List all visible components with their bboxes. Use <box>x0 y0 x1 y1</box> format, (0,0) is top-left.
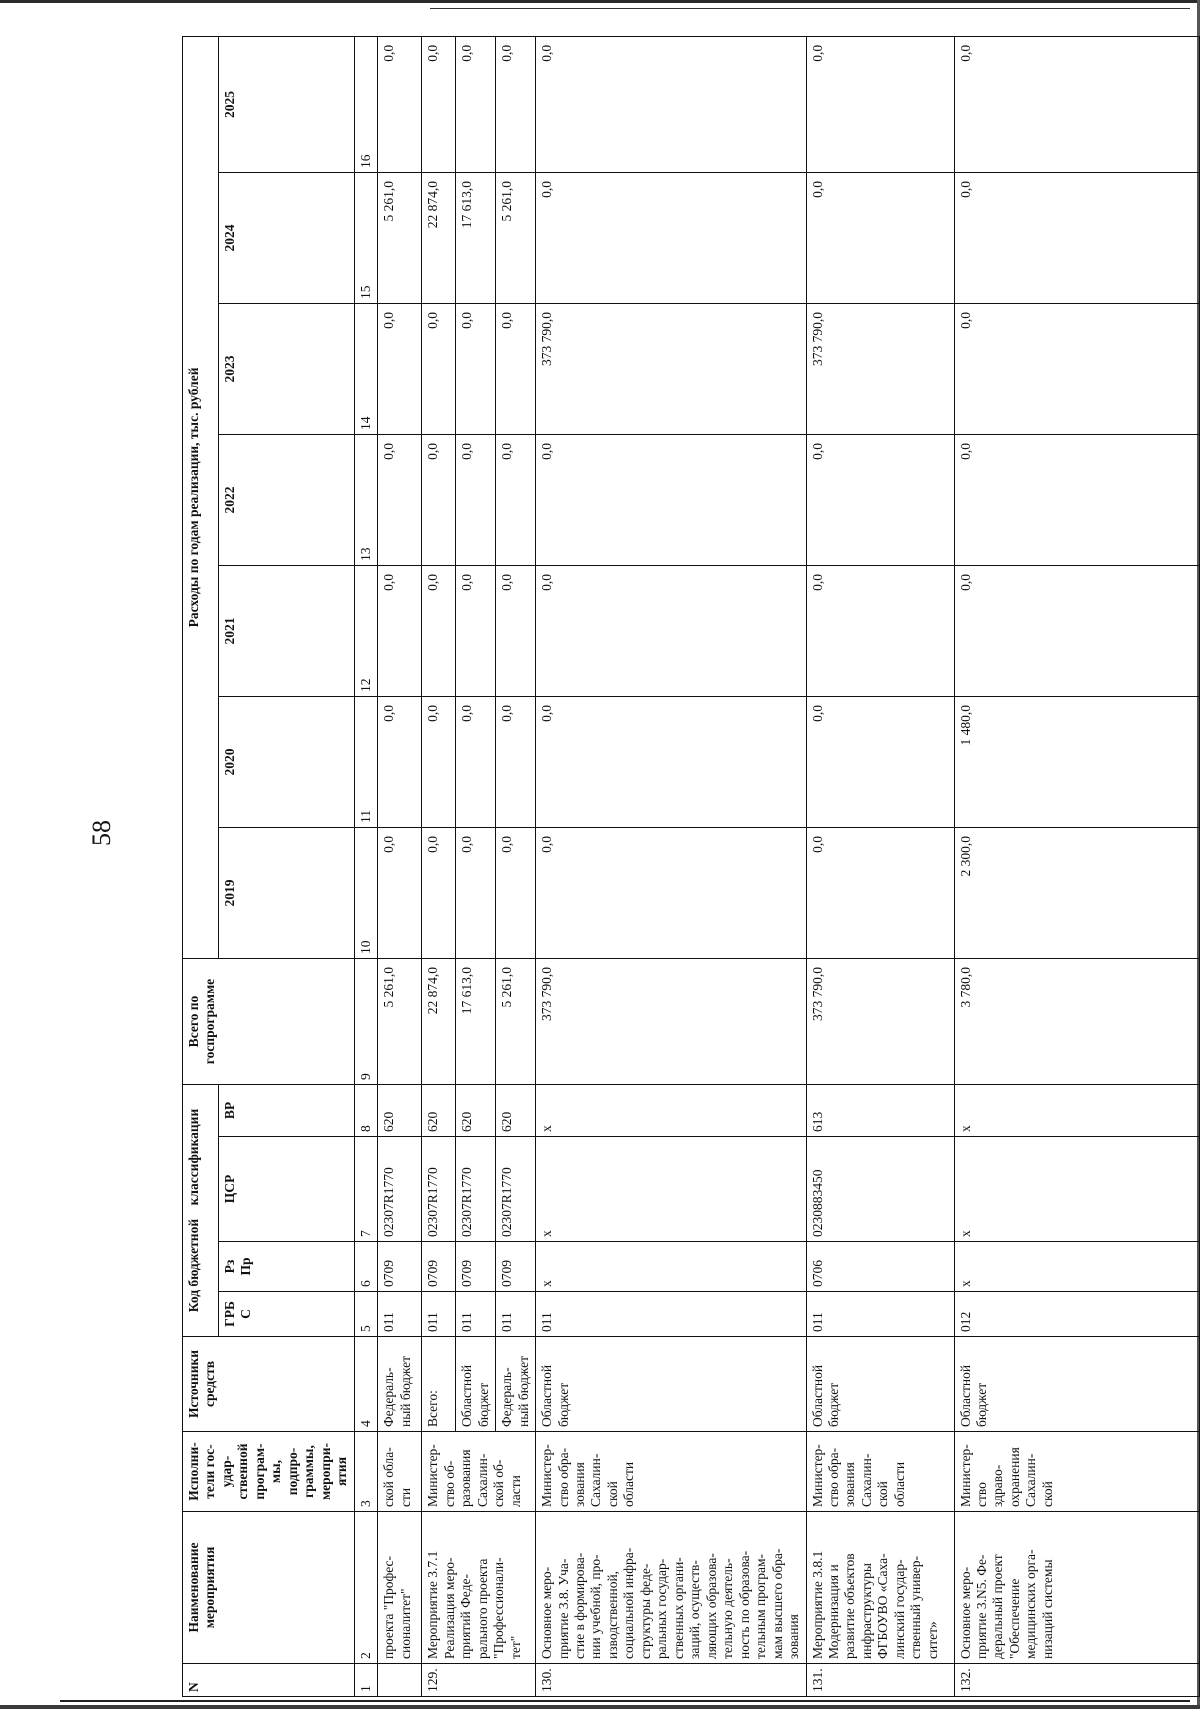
column-number: 11 <box>354 697 377 828</box>
row-executor-line: Министер- <box>539 1444 555 1507</box>
row-executor-line: области <box>891 1461 907 1507</box>
header-rzpr-line: Пр <box>237 1257 253 1276</box>
row-vr: 620 <box>456 1085 496 1137</box>
row-grbs: 011 <box>378 1292 422 1337</box>
row-name-line: ФГБОУВО «Саха- <box>875 1553 891 1659</box>
column-number: 9 <box>354 959 377 1085</box>
row-executor <box>422 1432 536 1512</box>
row-source <box>536 1337 807 1432</box>
row-total: 5 261,0 <box>378 959 422 1085</box>
row-y2022: 0,0 <box>806 435 954 566</box>
row-name-line: проекта "Профес- <box>381 1555 397 1659</box>
row-source <box>806 1337 954 1432</box>
row-source <box>496 1337 536 1432</box>
header-name: Наименование мероприятия <box>183 1512 355 1664</box>
row-total: 373 790,0 <box>536 959 807 1085</box>
row-vr: 613 <box>806 1085 954 1137</box>
row-name-line: нии учебной, про- <box>588 1554 604 1659</box>
row-name-line: ляющих образова- <box>703 1553 719 1659</box>
row-y2020: 0,0 <box>378 697 422 828</box>
header-executors-line: мы, <box>268 1459 284 1484</box>
row-executor-line: Министер- <box>957 1444 973 1507</box>
row-y2019: 2 300,0 <box>954 828 1200 959</box>
row-source-line: Областной <box>809 1364 825 1427</box>
scan-rule-bottom <box>60 1700 1190 1702</box>
header-total-line: Всего по <box>186 995 201 1048</box>
row-name <box>954 1512 1200 1664</box>
row-executor-line: Сахалин- <box>858 1453 874 1507</box>
header-executors-line: подпро- <box>284 1447 300 1496</box>
header-executors-line: меропри- <box>317 1443 333 1501</box>
header-budget-code: Код бюджетной классификации <box>183 1085 219 1337</box>
row-name-line: рального проекта <box>474 1558 490 1659</box>
row-y2025: 0,0 <box>378 36 422 172</box>
column-number: 2 <box>354 1512 377 1664</box>
row-executor-line: ской <box>875 1481 891 1507</box>
row-y2024: 22 874,0 <box>422 173 456 304</box>
row-y2021: 0,0 <box>456 566 496 697</box>
row-y2022: 0,0 <box>954 435 1200 566</box>
row-executor-line: охранения <box>1006 1447 1022 1507</box>
row-y2021: 0,0 <box>954 566 1200 697</box>
row-number: 132. <box>954 1664 1200 1697</box>
column-number-row <box>354 36 377 1696</box>
column-number: 3 <box>354 1432 377 1512</box>
rotated-table-container <box>182 37 1142 1697</box>
column-number: 5 <box>354 1292 377 1337</box>
row-y2020: 0,0 <box>536 697 807 828</box>
row-name-line: стие в формирова- <box>571 1552 587 1659</box>
row-name-line: медицинских орга- <box>1023 1549 1039 1659</box>
row-rzpr: 0709 <box>422 1242 456 1292</box>
row-y2022: 0,0 <box>496 435 536 566</box>
row-y2021: 0,0 <box>806 566 954 697</box>
row-name <box>806 1512 954 1664</box>
row-y2023: 0,0 <box>422 304 456 435</box>
column-number: 1 <box>354 1664 377 1697</box>
table-row <box>954 36 1200 1696</box>
column-number: 4 <box>354 1337 377 1432</box>
row-rzpr: 0706 <box>806 1242 954 1292</box>
header-year-2023: 2023 <box>218 304 354 435</box>
column-number: 8 <box>354 1085 377 1137</box>
header-year-2019: 2019 <box>218 828 354 959</box>
row-y2020: 0,0 <box>456 697 496 828</box>
row-y2021: 0,0 <box>378 566 422 697</box>
row-name-line: Основное меро- <box>539 1566 555 1659</box>
row-name-line: ность по образова- <box>736 1550 752 1659</box>
row-y2022: 0,0 <box>456 435 496 566</box>
row-y2023: 0,0 <box>954 304 1200 435</box>
row-grbs: 011 <box>806 1292 954 1337</box>
row-grbs: 011 <box>496 1292 536 1337</box>
row-name-line: линский государ- <box>891 1559 907 1659</box>
row-y2020: 1 480,0 <box>954 697 1200 828</box>
row-y2025: 0,0 <box>954 36 1200 172</box>
row-csr: 0230883450 <box>806 1137 954 1242</box>
row-y2019: 0,0 <box>456 828 496 959</box>
row-name-line: Основное меро- <box>957 1566 973 1659</box>
row-total: 17 613,0 <box>456 959 496 1085</box>
row-y2024: 17 613,0 <box>456 173 496 304</box>
row-number: 129. <box>422 1664 536 1697</box>
row-name-line: инфраструктуры <box>858 1563 874 1659</box>
row-rzpr: 0709 <box>456 1242 496 1292</box>
row-y2023: 373 790,0 <box>806 304 954 435</box>
row-source-line: бюджет <box>555 1382 571 1427</box>
row-y2023: 0,0 <box>456 304 496 435</box>
header-total <box>183 959 355 1085</box>
row-number: 130. <box>536 1664 807 1697</box>
row-name-line: ственный универ- <box>908 1555 924 1659</box>
header-year-2025: 2025 <box>218 36 354 172</box>
row-executor <box>954 1432 1200 1512</box>
row-total: 22 874,0 <box>422 959 456 1085</box>
row-source <box>456 1337 496 1432</box>
row-source-line: Областной <box>957 1364 973 1427</box>
row-source-line: Федераль- <box>381 1367 397 1427</box>
header-grbs-line: ГРБ <box>221 1301 237 1327</box>
page-number: 58 <box>87 820 116 846</box>
row-vr: х <box>536 1085 807 1137</box>
row-name-line: Модернизация и <box>826 1564 841 1659</box>
row-name <box>536 1512 807 1664</box>
row-rzpr: 0709 <box>496 1242 536 1292</box>
row-name <box>378 1512 422 1664</box>
row-executor <box>806 1432 954 1512</box>
expenditure-table <box>182 36 1200 1697</box>
table-row <box>378 36 422 1696</box>
row-rzpr: х <box>954 1242 1200 1292</box>
header-year-2022: 2022 <box>218 435 354 566</box>
row-y2019: 0,0 <box>496 828 536 959</box>
row-name-line: низаций системы <box>1039 1559 1055 1659</box>
row-csr: 02307R1770 <box>422 1137 456 1242</box>
header-vr: ВР <box>218 1085 354 1137</box>
row-name-line: приятие 3.8. Уча- <box>555 1558 571 1659</box>
row-number <box>378 1664 422 1697</box>
row-executor-line: ской <box>1039 1481 1055 1507</box>
row-executor-line: Сахалин- <box>588 1453 604 1507</box>
column-number: 12 <box>354 566 377 697</box>
row-executor-line: зования <box>571 1462 587 1507</box>
row-y2021: 0,0 <box>496 566 536 697</box>
header-years-group: Расходы по годам реализации, тыс. рублей <box>183 36 219 958</box>
row-name-line: развитие объектов <box>842 1553 858 1659</box>
row-name-line: сионалитет" <box>397 1588 413 1659</box>
row-source-line: ный бюджет <box>397 1355 413 1427</box>
row-y2025: 0,0 <box>496 36 536 172</box>
row-executor-line: Министер- <box>425 1444 441 1507</box>
row-y2020: 0,0 <box>422 697 456 828</box>
row-y2019: 0,0 <box>378 828 422 959</box>
header-n: N <box>183 1664 355 1697</box>
row-name-line: изводственной, <box>604 1570 620 1659</box>
row-total: 373 790,0 <box>806 959 954 1085</box>
row-grbs: 011 <box>536 1292 807 1337</box>
row-source-line: Областной <box>539 1364 555 1427</box>
row-executor-line: ство обра- <box>826 1447 841 1507</box>
row-executor-line: Сахалин- <box>1023 1453 1039 1507</box>
row-y2019: 0,0 <box>422 828 456 959</box>
header-total-line: госпрограмме <box>202 978 218 1065</box>
scan-edge-bottom <box>0 1705 1200 1709</box>
row-source <box>954 1337 1200 1432</box>
row-rzpr: х <box>536 1242 807 1292</box>
row-y2021: 0,0 <box>422 566 456 697</box>
row-name-line: тельным програм- <box>753 1553 769 1659</box>
row-name-line: ственных органи- <box>670 1557 686 1659</box>
header-grbs-line: С <box>237 1309 253 1319</box>
row-y2023: 0,0 <box>496 304 536 435</box>
row-grbs: 012 <box>954 1292 1200 1337</box>
column-number: 15 <box>354 173 377 304</box>
row-y2025: 0,0 <box>422 36 456 172</box>
row-y2024: 0,0 <box>536 173 807 304</box>
row-y2020: 0,0 <box>806 697 954 828</box>
row-source <box>378 1337 422 1432</box>
row-executor-line: здраво- <box>990 1464 1006 1507</box>
row-name-line: "Профессионали- <box>491 1557 507 1659</box>
row-y2022: 0,0 <box>422 435 456 566</box>
row-executor-line: ство об- <box>441 1460 457 1507</box>
row-name-line: Реализация меро- <box>441 1557 457 1659</box>
row-csr: х <box>536 1137 807 1242</box>
row-y2025: 0,0 <box>806 36 954 172</box>
row-source-line: Федераль- <box>499 1367 515 1427</box>
row-executor <box>536 1432 807 1512</box>
row-y2023: 373 790,0 <box>536 304 807 435</box>
column-number: 10 <box>354 828 377 959</box>
row-csr: 02307R1770 <box>456 1137 496 1242</box>
row-name <box>422 1512 536 1664</box>
header-year-2024: 2024 <box>218 173 354 304</box>
row-executor-line: ской об- <box>491 1459 507 1507</box>
row-name-line: заций, осуществ- <box>687 1560 703 1659</box>
row-name-line: Мероприятие 3.8.1 <box>809 1550 825 1659</box>
row-executor-line: ской <box>604 1481 620 1507</box>
row-y2022: 0,0 <box>536 435 807 566</box>
scan-rule-top <box>430 8 1190 9</box>
row-csr: х <box>954 1137 1200 1242</box>
row-y2024: 0,0 <box>806 173 954 304</box>
row-name-line: Мероприятие 3.7.1 <box>425 1550 441 1659</box>
row-y2024: 0,0 <box>954 173 1200 304</box>
row-name-line: деральный проект <box>990 1554 1006 1659</box>
header-executors-line: тели гос- <box>202 1444 218 1499</box>
row-grbs: 011 <box>456 1292 496 1337</box>
scan-edge-top <box>0 0 1200 3</box>
header-executors-line: програм- <box>251 1443 267 1500</box>
column-number: 16 <box>354 36 377 172</box>
column-number: 14 <box>354 304 377 435</box>
row-executor-line: ласти <box>507 1475 523 1507</box>
header-year-2020: 2020 <box>218 697 354 828</box>
row-vr: 620 <box>378 1085 422 1137</box>
header-executors-line: Исполни- <box>186 1442 201 1501</box>
row-vr: 620 <box>422 1085 456 1137</box>
row-source-line: бюджет <box>475 1382 491 1427</box>
header-executors-line: ятия <box>334 1456 350 1487</box>
header-sources-line: средств <box>202 1360 218 1408</box>
row-rzpr: 0709 <box>378 1242 422 1292</box>
row-y2024: 5 261,0 <box>496 173 536 304</box>
row-executor-line: Сахалин- <box>474 1453 490 1507</box>
table-row <box>806 36 954 1696</box>
row-grbs: 011 <box>422 1292 456 1337</box>
row-y2019: 0,0 <box>806 828 954 959</box>
row-number: 131. <box>806 1664 954 1697</box>
row-executor-line: ство обра- <box>555 1447 571 1507</box>
row-executor-line: Министер- <box>809 1444 825 1507</box>
header-executors-line: граммы, <box>301 1445 317 1498</box>
header-year-2021: 2021 <box>218 566 354 697</box>
column-number: 13 <box>354 435 377 566</box>
row-name-line: структуры феде- <box>637 1563 653 1659</box>
row-name-line: "Обеспечение <box>1006 1578 1022 1659</box>
row-name-line: тет" <box>507 1635 523 1659</box>
row-source-line: Областной <box>459 1364 475 1427</box>
row-name-line: социальной инфра- <box>621 1547 637 1659</box>
row-executor-line: ской обла- <box>381 1447 397 1507</box>
row-source <box>422 1337 456 1432</box>
row-name-line: приятие 3.N5. Фе- <box>974 1554 989 1659</box>
header-executors-line: удар- <box>218 1455 234 1488</box>
row-name-line: приятий Феде- <box>458 1574 474 1659</box>
header-rzpr-line: Рз <box>221 1259 237 1274</box>
row-y2024: 5 261,0 <box>378 173 422 304</box>
header-executors-line: ственной <box>235 1443 251 1500</box>
row-y2021: 0,0 <box>536 566 807 697</box>
row-executor-line: области <box>621 1461 637 1507</box>
header-csr: ЦСР <box>218 1137 354 1242</box>
row-y2020: 0,0 <box>496 697 536 828</box>
row-source-line: Всего: <box>425 1390 441 1427</box>
table-row <box>536 36 807 1696</box>
row-name-line: зования <box>786 1614 802 1659</box>
row-vr: 620 <box>496 1085 536 1137</box>
row-source-line: бюджет <box>826 1382 841 1427</box>
row-y2025: 0,0 <box>456 36 496 172</box>
header-grbs <box>218 1292 354 1337</box>
row-name-line: тельную деятель- <box>720 1558 736 1659</box>
row-executor-line: сти <box>397 1487 413 1507</box>
header-sources <box>183 1337 355 1432</box>
row-vr: х <box>954 1085 1200 1137</box>
row-y2025: 0,0 <box>536 36 807 172</box>
row-name-line: ситет» <box>924 1621 940 1659</box>
row-name-line: ральных государ- <box>654 1558 670 1659</box>
row-executor-line: ство <box>974 1482 989 1507</box>
row-source-line: бюджет <box>974 1382 989 1427</box>
row-executor-line: зования <box>842 1462 858 1507</box>
row-total: 3 780,0 <box>954 959 1200 1085</box>
row-csr: 02307R1770 <box>378 1137 422 1242</box>
header-rzpr <box>218 1242 354 1292</box>
header-sources-line: Источники <box>186 1349 201 1419</box>
header-executors <box>183 1432 355 1512</box>
row-y2023: 0,0 <box>378 304 422 435</box>
row-y2022: 0,0 <box>378 435 422 566</box>
column-number: 7 <box>354 1137 377 1242</box>
row-csr: 02307R1770 <box>496 1137 536 1242</box>
row-executor <box>378 1432 422 1512</box>
table-row <box>422 36 456 1696</box>
column-number: 6 <box>354 1242 377 1292</box>
row-name-line: мам высшего обра- <box>769 1548 785 1659</box>
row-total: 5 261,0 <box>496 959 536 1085</box>
row-source-line: ный бюджет <box>515 1355 531 1427</box>
row-executor-line: разования <box>458 1449 474 1507</box>
row-y2019: 0,0 <box>536 828 807 959</box>
